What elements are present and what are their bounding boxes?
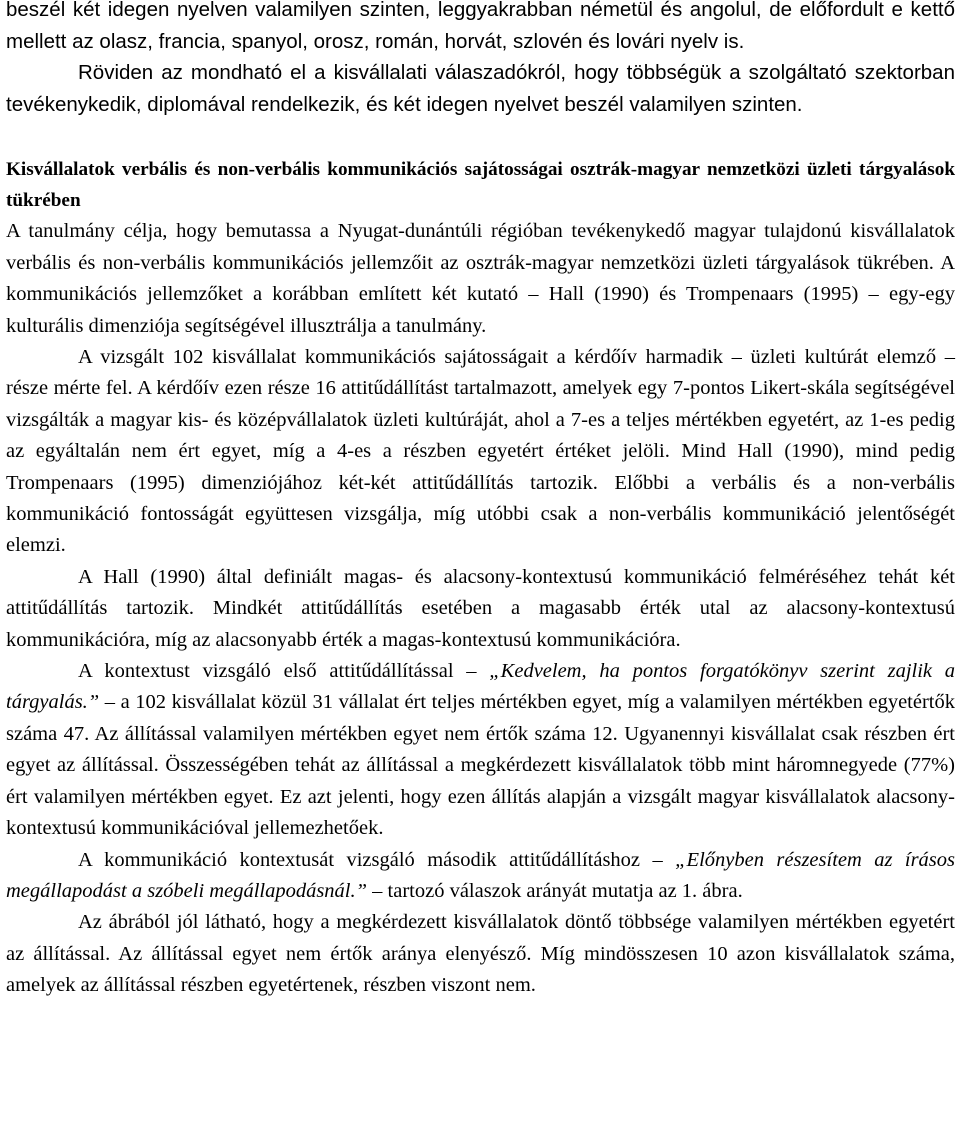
first-statement-result: – a 102 kisvállalat közül 31 vállalat ért teljes mértékben egyet, míg a valamilyen mértékben egyetértők száma 47. Az állítással valamilyen mértékben egyet nem értők száma 12. Ugyanennyi kisvállalat csak részben ért egyet az állítással. Összességében tehát az állítással a megkérdezett kisvállalatok több mint háromnegyede (77%) ért valamilyen mértékben egyet. Ez azt jelenti, hogy ezen állítás alapján a vizsgált magyar kisvállalatok alacsony-kontextusú kommunikációval jellemezhetőek. <box>6 691 955 840</box>
intro-paragraph-summary <box>6 57 955 120</box>
section-paragraph-method: A vizsgált 102 kisvállalat kommunikációs sajátosságait a kérdőív harmadik – üzleti kultúrát elemző – része mérte fel. A kérdőív ezen része 16 attitűdállítást tartalmazott, amelyek egy 7-pontos Likert-skála segítségével vizsgálták a magyar kis- és középvállalatok üzleti kultúráját, ahol a 7-es a teljes mértékben egyetért, az 1-es pedig az egyáltalán nem ért egyet, míg a 4-es a részben egyetért értéket jelöli. Mind Hall (1990), mind pedig Trompenaars (1995) dimenziójához két-két attitűdállítás tartozik. Előbbi a verbális és a non-verbális kommunikáció fontosságát együttesen vizsgálja, míg utóbbi csak a non-verbális kommunikáció jelentőségét elemzi. <box>6 346 955 557</box>
section-paragraph-figure-summary: Az ábrából jól látható, hogy a megkérdezett kisvállalatok döntő többsége valamilyen mértékben egyetért az állítással. Az állítással egyet nem értők aránya elenyésző. Míg mindösszesen 10 azon kisvállalatok száma, amelyek az állítással részben egyetértenek, részben viszont nem. <box>6 911 955 997</box>
section-heading: Kisvállalatok verbális és non-verbális kommunikációs sajátosságai osztrák-magyar nemzetközi üzleti tárgyalások tükrében <box>6 159 955 212</box>
second-statement-result: – tartozó válaszok arányát mutatja az 1. ábra. <box>367 879 743 902</box>
second-statement-lead: A kommunikáció kontextusát vizsgáló második attitűdállításhoz – <box>78 848 676 871</box>
first-statement-quote: „Kedvelem, ha pontos forgatókönyv szerint zajlik a tárgyalás.” <box>6 660 955 714</box>
intro-summary-text: Röviden az mondható el a kisvállalati válaszadókról, hogy többségük a szolgáltató szektorban tevékenykedik, diplomával rendelkezik, és két idegen nyelvet beszél valamilyen szinten. <box>6 61 955 116</box>
first-statement-lead: A kontextust vizsgáló első attitűdállítással – <box>78 660 490 683</box>
section-paragraph-aim: A tanulmány célja, hogy bemutassa a Nyugat-dunántúli régióban tevékenykedő magyar tulajdonú kisvállalatok verbális és non-verbális kommunikációs jellemzőit az osztrák-magyar nemzetközi üzleti tárgyalások tükrében. A kommunikációs jellemzőket a korábban említett két kutató – Hall (1990) és Trompenaars (1995) – egy-egy kulturális dimenziója segítségével illusztrálja a tanulmány. <box>6 220 955 337</box>
section-paragraph-second-statement <box>6 845 955 908</box>
section-paragraph-first-statement <box>6 656 955 844</box>
second-statement-quote: „Előnyben részesítem az írásos megállapodást a szóbeli megállapodásnál.” <box>6 848 956 902</box>
intro-paragraph-continued: beszél két idegen nyelven valamilyen szinten, leggyakrabban németül és angolul, de előfordult e kettő mellett az olasz, francia, spanyol, orosz, román, horvát, szlovén és lovári nyelv is. <box>6 0 955 53</box>
document-page <box>6 0 955 1002</box>
section-paragraph-hall: A Hall (1990) által definiált magas- és alacsony-kontextusú kommunikáció felméréséhez tehát két attitűdállítás tartozik. Mindkét attitűdállítás esetében a magasabb érték utal az alacsony-kontextusú kommunikációra, míg az alacsonyabb érték a magas-kontextusú kommunikációra. <box>6 565 955 651</box>
